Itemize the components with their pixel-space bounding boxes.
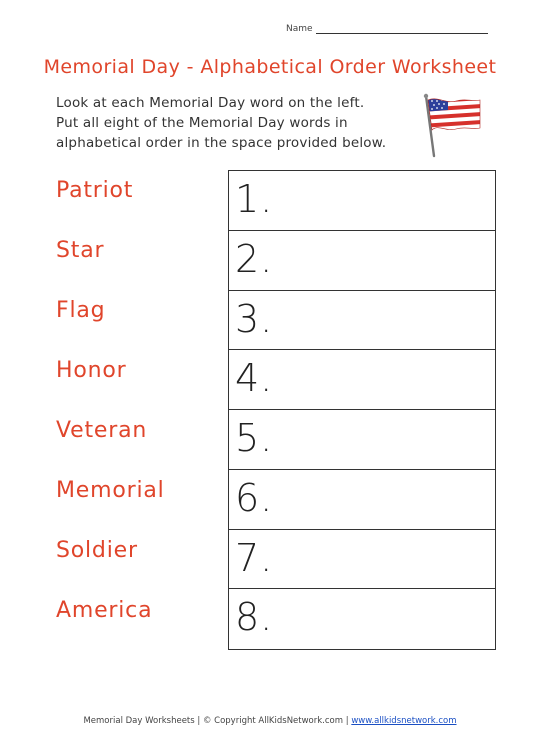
answer-boxes <box>228 170 496 650</box>
word-america: America <box>56 598 153 623</box>
answer-box-5[interactable] <box>229 410 495 470</box>
word-patriot: Patriot <box>56 178 134 203</box>
answer-number: 7. <box>235 535 274 580</box>
word-honor: Honor <box>56 358 127 383</box>
answer-number: 1. <box>235 177 274 221</box>
word-star: Star <box>56 238 105 263</box>
name-field <box>286 24 488 34</box>
answer-box-2[interactable] <box>229 231 495 291</box>
instruction-line: Put all eight of the Memorial Day words in <box>56 115 348 131</box>
name-label: Name <box>286 24 313 34</box>
answer-number: 6. <box>235 475 274 520</box>
footer-link[interactable]: www.allkidsnetwork.com <box>351 716 457 726</box>
word-memorial: Memorial <box>56 478 165 503</box>
footer-copyright: Memorial Day Worksheets | © Copyright AllKidsNetwork.com | <box>83 716 352 726</box>
answer-number: 8. <box>235 595 274 640</box>
instruction-line: alphabetical order in the space provided below. <box>56 135 387 151</box>
american-flag-icon <box>420 92 482 158</box>
answer-number: 3. <box>235 296 274 341</box>
answer-box-8[interactable] <box>229 589 495 649</box>
answer-box-6[interactable] <box>229 470 495 530</box>
instruction-line: Look at each Memorial Day word on the left. <box>56 95 365 111</box>
word-soldier: Soldier <box>56 538 138 563</box>
name-line <box>316 24 488 34</box>
answer-number: 4. <box>235 356 274 401</box>
answer-number: 5. <box>235 416 274 460</box>
answer-box-7[interactable] <box>229 530 495 590</box>
answer-box-4[interactable] <box>229 350 495 410</box>
answer-number: 2. <box>235 236 274 281</box>
instructions <box>56 93 416 153</box>
answer-box-3[interactable] <box>229 291 495 351</box>
answer-box-1[interactable] <box>229 171 495 231</box>
footer <box>0 716 540 726</box>
word-flag: Flag <box>56 298 106 323</box>
word-veteran: Veteran <box>56 418 148 443</box>
worksheet-title: Memorial Day - Alphabetical Order Worksheet <box>43 56 497 78</box>
